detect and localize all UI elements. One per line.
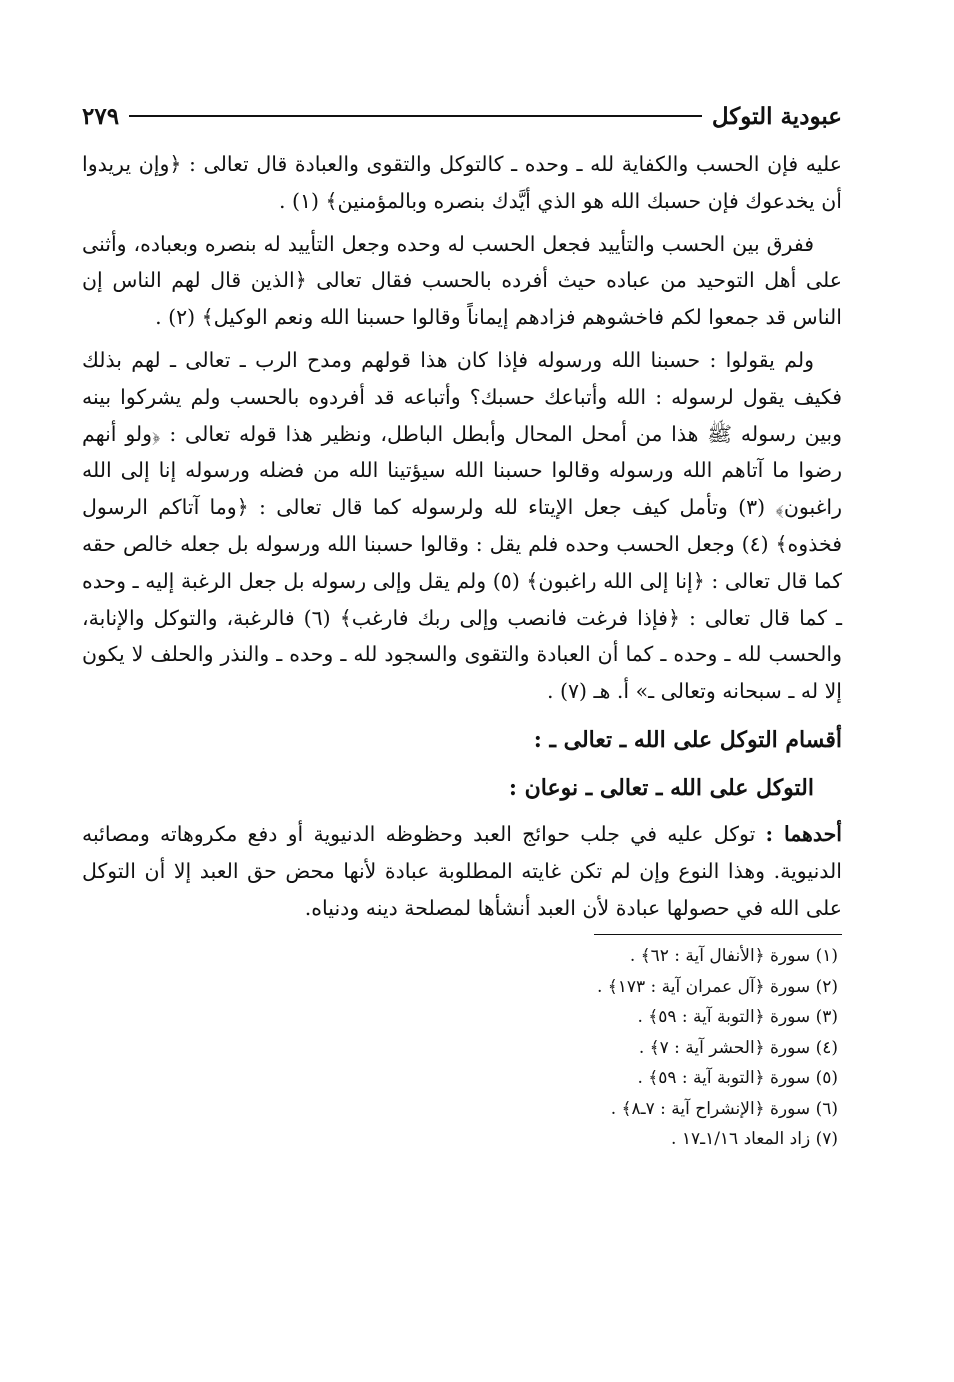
- footnote-4: (٤) سورة ﴿الحشر آية : ٧﴾ .: [638, 1037, 838, 1058]
- footnote-2: (٢) سورة ﴿آل عمران آية : ١٧٣﴾ .: [596, 976, 838, 997]
- paragraph-types: [82, 816, 842, 926]
- footnote-3: (٣) سورة ﴿التوبة آية : ٥٩﴾ .: [637, 1007, 838, 1028]
- paragraph-3: ولم يقولوا : حسبنا الله ورسوله فإذا كان هذا قولهم ومدح الرب ـ تعالى ـ لهم بذلك فكيف يقول لرسوله : الله وأتباعك حسبك؟ وأتباعه قد أفردوه بالحسب ولم يشركوا بينه وبين رسوله ﷺ هذا من أمحل المحال وأبطل الباطل، ونظير هذا قوله تعالى : ﴿ولو أنهم رضوا ما آتاهم الله ورسوله وقالوا حسبنا الله سيؤتينا الله من فضله ورسوله إنا إلى الله راغبون﴾ (٣) وتأمل كيف جعل الإيتاء لله ولرسوله كما قال تعالى : ﴿وما آتاكم الرسول فخذوه﴾ (٤) وجعل الحسب وحده فلم يقل : وقالوا حسبنا الله ورسوله بل جعله خالص حقه كما قال تعالى : ﴿إنا إلى الله راغبون﴾ (٥) ولم يقل وإلى رسوله بل جعل الرغبة إليه ـ وحده ـ كما قال تعالى : ﴿فإذا فرغت فانصب وإلى ربك فارغب﴾ (٦) فالرغبة، والتوكل والإنابة، والحسب لله ـ وحده ـ كما أن العبادة والتقوى والسجود لله ـ وحده ـ والنذر والحلف لا يكون إلا له ـ سبحانه وتعالى ـ» أ. هـ (٧) .: [82, 347, 842, 704]
- paragraph-lead: أحدهما :: [765, 821, 842, 846]
- page-number: ٢٧٩: [82, 102, 120, 130]
- paragraph-2: ففرق بين الحسب والتأييد فجعل الحسب له وحده وجعل التأييد له بنصره وبعباده، وأثنى على أهل التوحيد من عباده حيث أفرده بالحسب فقال تعالى ﴿الذين قال لهم الناس إن الناس قد جمعوا لكم فاخشوهم فزادهم إيماناً وقالوا حسبنا الله ونعم الوكيل﴾ (٢) .: [82, 231, 842, 330]
- running-title: عبودية التوكل: [711, 102, 842, 130]
- footnote-1: (١) سورة ﴿الأنفال آية : ٦٢﴾ .: [629, 946, 838, 967]
- footnote-5: (٥) سورة ﴿التوبة آية : ٥٩﴾ .: [637, 1068, 838, 1089]
- book-page: [82, 96, 842, 1155]
- footnote-7: (٧) زاد المعاد ١/١٦ـ١٧ .: [671, 1129, 838, 1150]
- subsection-heading: التوكل على الله ـ تعالى ـ نوعان :: [508, 774, 814, 801]
- footnote-separator: [594, 934, 842, 935]
- footnote-6: (٦) سورة ﴿الإنشراح آية : ٧ـ٨﴾ .: [610, 1098, 838, 1119]
- page-body: [82, 146, 842, 926]
- running-header: [82, 96, 842, 136]
- paragraph-1: عليه فإن الحسب والكفاية لله ـ وحده ـ كالتوكل والتقوى والعبادة قال تعالى : ﴿وإن يريدوا أن يخدعوك فإن حسبك الله هو الذي أيَّدك بنصره وبالمؤمنين﴾ (١) .: [82, 152, 842, 213]
- footnotes: [82, 941, 838, 1155]
- paragraph-types-text: توكل عليه في جلب حوائج العبد وحظوظه الدنيوية أو دفع مكروهاته ومصائبه الدنيوية. وهذا النوع وإن لم تكن غايته المطلوبة عبادة لأنها محض حق العبد إلا أن التوكل على الله في حصولها عبادة لأن العبد أنشأها لمصلحة دينه ودنياه.: [82, 821, 842, 920]
- header-rule: [129, 115, 702, 117]
- section-heading: أقسام التوكل على الله ـ تعالى ـ :: [533, 726, 842, 753]
